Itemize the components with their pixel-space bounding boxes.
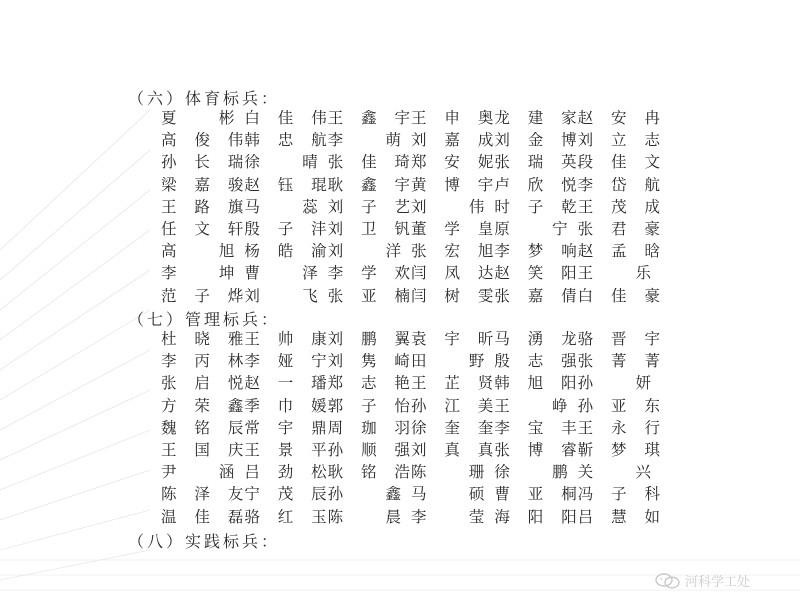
person-name: 季 巾 媛 [244,396,328,415]
person-name: 李 坤 [161,264,235,283]
person-name: 张 瑞 英 [494,153,578,172]
name-row [161,460,661,482]
person-name: 段 佳 文 [577,153,661,172]
person-name: 郭 子 怡 [327,396,411,415]
person-name: 温 佳 磊 [161,507,245,526]
person-name: 杜 晓 雅 [161,330,245,349]
person-name: 王 帅 康 [244,330,328,349]
person-name: 陈 晨 [327,507,402,526]
person-name: 白 佳 豪 [577,286,661,305]
person-name: 李 萌 [327,131,402,150]
person-name: 赵 孟 晗 [577,242,662,261]
person-name: 刘 飞 [244,286,318,305]
person-name: 韩 忠 航 [244,131,328,150]
name-row [161,505,661,527]
name-row [161,128,661,150]
person-name: 张 博 睿 [494,441,578,460]
name-row [161,416,661,438]
person-name: 郑 志 艳 [327,374,411,393]
person-name: 张 君 豪 [577,220,661,239]
person-name: 马 蕊 [244,197,318,216]
person-name: 王 路 旗 [161,197,245,216]
person-name: 孙 江 美 [410,396,495,415]
person-name: 刘 金 博 [494,131,578,150]
person-name: 王 永 行 [577,418,661,437]
person-name: 时 子 乾 [494,197,578,216]
person-name: 张 佳 琦 [327,153,412,172]
name-row [161,394,661,416]
person-name: 冯 子 科 [577,485,662,504]
person-name: 李 莹 [411,507,485,526]
person-name: 宁 茂 辰 [244,485,328,504]
person-name: 范 子 烨 [161,286,245,305]
person-name: 曹 泽 [244,264,318,283]
person-name: 刘 伟 [411,197,485,216]
person-name: 殷 志 强 [494,352,578,371]
person-name: 王 峥 [494,396,568,415]
person-name: 周 珈 羽 [327,418,411,437]
name-row [161,327,661,349]
person-name: 王 景 平 [244,441,328,460]
person-name: 田 野 [410,352,485,371]
person-name: 刘 洋 [327,242,402,261]
person-name: 白 佳 伟 [244,109,328,128]
person-name: 闫 树 雯 [411,286,495,305]
person-name: 杨 皓 渝 [244,242,328,261]
person-name: 赵 一 璠 [244,374,328,393]
name-row [161,173,661,195]
person-name: 骆 晋 宇 [577,330,661,349]
name-row [161,106,661,128]
person-name: 韩 旭 阳 [494,374,578,393]
name-row [161,371,661,393]
watermark [655,571,750,590]
person-name: 张 嘉 倩 [494,286,578,305]
person-name: 赵 安 冉 [577,109,661,128]
person-name: 原 宁 [494,220,568,239]
person-name: 徐 鹏 [494,463,568,482]
person-name: 徐 奎 奎 [410,418,495,437]
person-name: 尹 涵 [161,463,235,482]
person-name: 王 芷 贤 [410,374,495,393]
name-row [161,438,661,460]
name-row [161,349,661,371]
person-name: 刘 立 志 [577,131,661,150]
name-row [161,239,661,261]
person-name: 梁 嘉 骏 [161,175,245,194]
person-name: 刘 子 艺 [327,197,411,216]
person-name: 耿 鑫 宇 [327,175,411,194]
person-name: 李 娅 宁 [244,352,328,371]
person-name: 黄 博 宇 [410,175,495,194]
person-name: 方 荣 鑫 [161,396,245,415]
person-name: 李 梦 响 [494,242,578,261]
person-name: 刘 真 真 [410,441,495,460]
person-name: 吕 劲 松 [244,463,328,482]
section-heading-sports: （六）体育标兵： [128,89,281,108]
person-name: 常 宇 鼎 [244,418,328,437]
name-row [161,261,661,283]
person-name: 赵 笑 阳 [494,264,578,283]
person-name: 王 乐 [577,264,652,283]
name-row [161,150,661,172]
person-name: 孙 亚 东 [577,396,661,415]
person-name: 卢 欣 悦 [494,175,578,194]
wechat-icon [655,573,681,589]
name-row [161,217,661,239]
person-name: 张 菁 菁 [577,352,661,371]
person-name: 王 申 奥 [411,109,495,128]
name-grid-management [161,327,661,527]
person-name: 张 启 悦 [161,374,245,393]
name-row [161,284,661,306]
person-name: 高 旭 [161,242,235,261]
section-heading-practice: （八）实践标兵： [128,532,281,551]
person-name: 王 鑫 宇 [327,109,412,128]
person-name: 李 学 欢 [327,264,412,283]
person-name: 曹 亚 桐 [494,485,578,504]
person-name: 董 学 皇 [410,220,495,239]
person-name: 李 宝 丰 [494,418,578,437]
person-name: 徐 晴 [244,153,318,172]
watermark-text: 河科学工处 [685,575,751,590]
name-row [161,482,661,504]
person-name: 李 岱 航 [577,175,661,194]
person-name: 刘 卫 钒 [327,220,411,239]
person-name: 孙 长 瑞 [161,153,245,172]
person-name: 高 俊 伟 [161,131,245,150]
person-name: 靳 梦 琪 [577,441,661,460]
person-name: 刘 隽 崎 [327,352,411,371]
person-name: 夏 彬 [161,109,235,128]
person-name: 赵 钰 琨 [244,175,328,194]
person-name: 孙 顺 强 [327,441,411,460]
person-name: 龙 建 家 [494,109,578,128]
person-name: 吕 慧 如 [577,507,662,526]
person-name: 袁 宇 昕 [410,330,495,349]
section-heading-management: （七）管理标兵： [128,310,281,329]
name-row [161,195,661,217]
person-name: 孙 鑫 [327,485,402,504]
person-name: 张 亚 楠 [327,286,412,305]
person-name: 刘 鹏 翼 [327,330,411,349]
person-name: 陈 珊 [410,463,485,482]
person-name: 马 湧 龙 [494,330,578,349]
person-name: 魏 铭 辰 [161,418,245,437]
person-name: 李 丙 林 [161,352,245,371]
person-name: 任 文 轩 [161,220,245,239]
person-name: 刘 嘉 成 [411,131,495,150]
person-name: 关 兴 [577,463,651,482]
person-name: 耿 铭 浩 [327,463,411,482]
person-name: 殷 子 沣 [244,220,328,239]
person-name: 闫 凤 达 [411,264,495,283]
person-name: 孙 妍 [577,374,651,393]
person-name: 王 茂 成 [577,197,662,216]
person-name: 骆 红 玉 [244,507,328,526]
person-name: 郑 安 妮 [411,153,495,172]
person-name: 王 国 庆 [161,441,245,460]
person-name: 张 宏 旭 [411,242,495,261]
person-name: 陈 泽 友 [161,485,245,504]
person-name: 海 阳 阳 [494,507,578,526]
name-grid-sports [161,106,661,306]
person-name: 马 硕 [411,485,485,504]
